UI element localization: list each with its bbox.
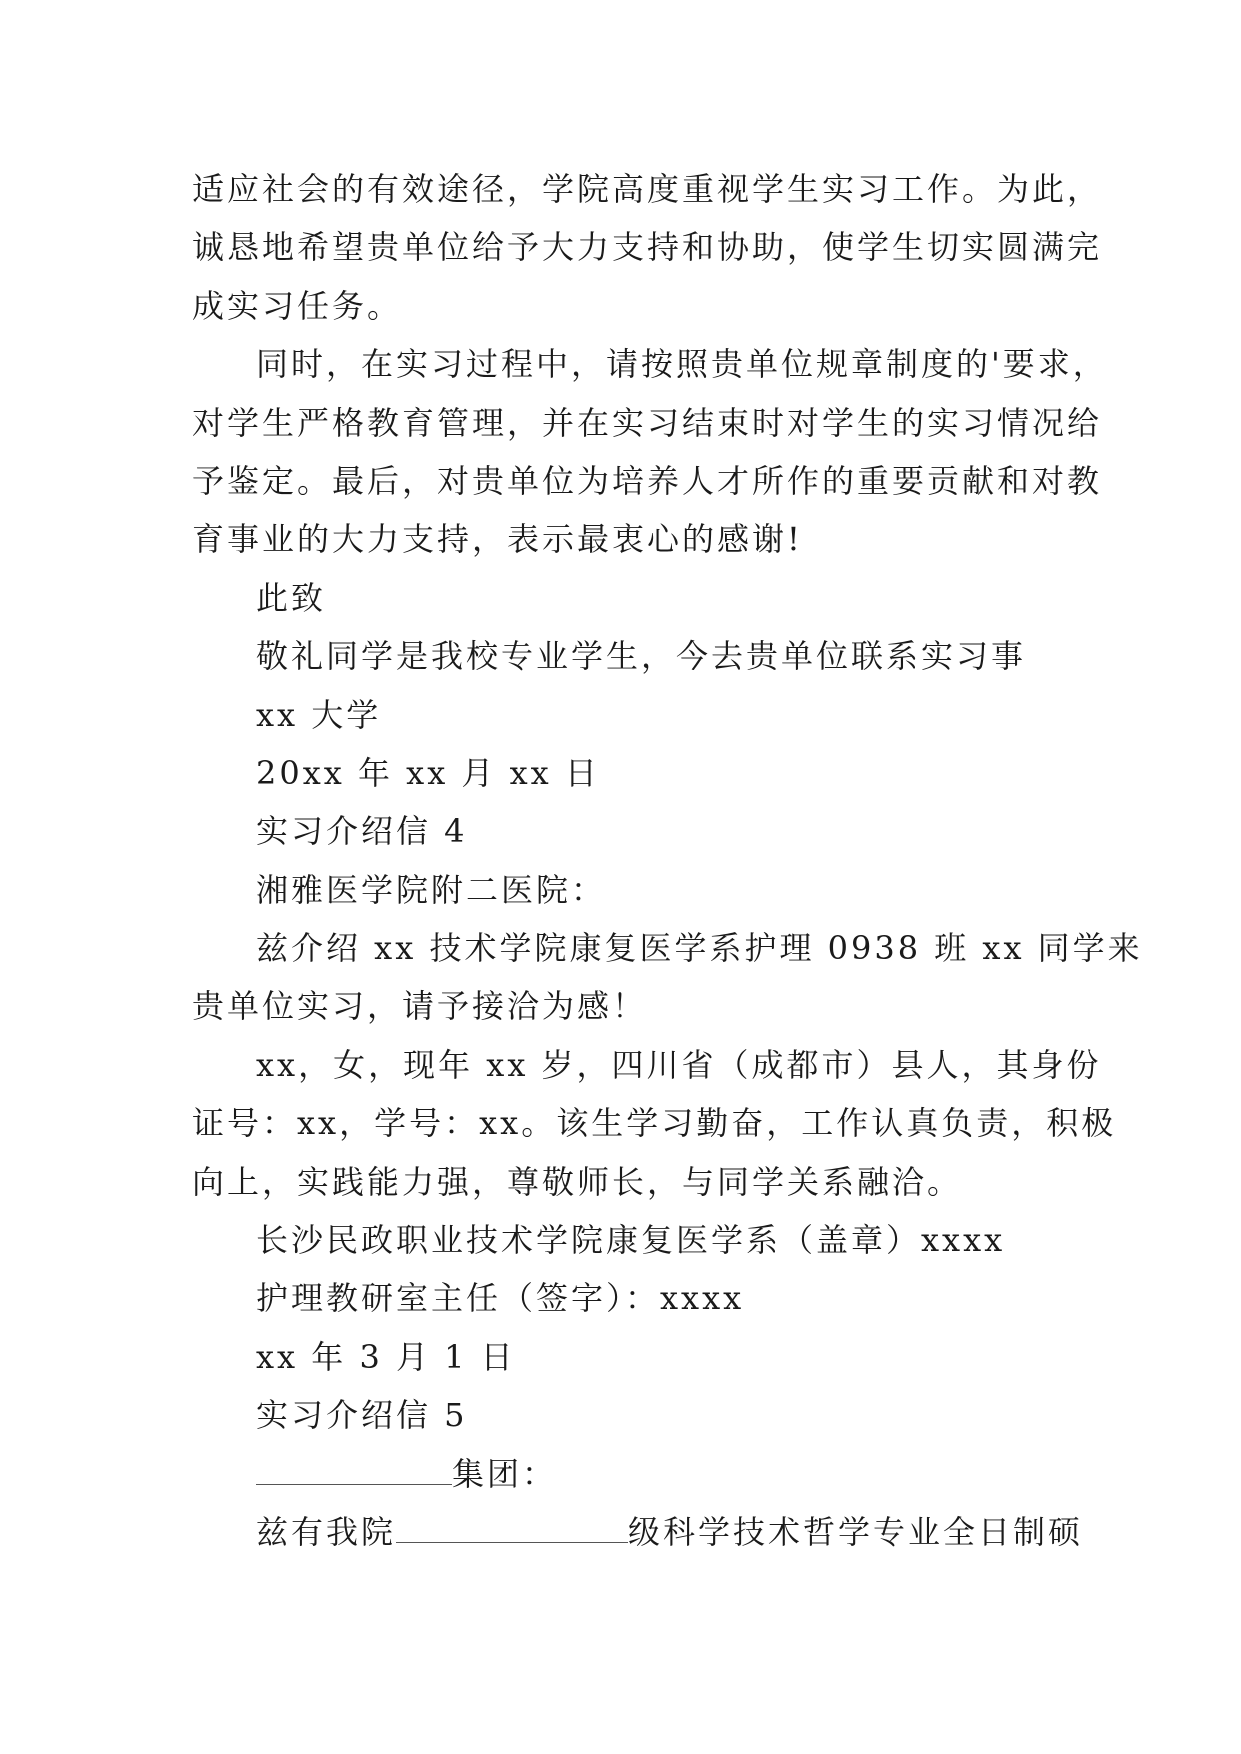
paragraph-start-line: 同时，在实习过程中，请按照贵单位规章制度的'要求， (256, 345, 1108, 384)
text-line: 向上，实践能力强，尊敬师长，与同学关系融洽。 (192, 1162, 963, 1201)
line-suffix: 级科学技术哲学专业全日制硕 (628, 1512, 1084, 1551)
text-line: 适应社会的有效途径，学院高度重视学生实习工作。为此， (192, 170, 1103, 208)
text-line: 对学生严格教育管理，并在实习结束时对学生的实习情况给 (192, 403, 1103, 442)
text-line: 予鉴定。最后，对贵单位为培养人才所作的重要贡献和对教 (192, 461, 1103, 500)
signature-university: xx 大学 (256, 695, 382, 734)
text-line: 诚恳地希望贵单位给予大力支持和协助，使学生切实圆满完 (192, 228, 1103, 267)
paragraph-start-line: 兹介绍 xx 技术学院康复医学系护理 0938 班 xx 同学来 (256, 929, 1143, 968)
text-line: 育事业的大力支持，表示最衷心的感谢! (192, 520, 803, 559)
text-line: 成实习任务。 (192, 286, 403, 325)
signature-date: 20xx 年 xx 月 xx 日 (256, 753, 600, 792)
section-heading: 实习介绍信 5 (256, 1396, 468, 1435)
text-line: 贵单位实习，请予接洽为感！ (192, 987, 648, 1026)
section-heading: 实习介绍信 4 (256, 812, 468, 851)
issue-date: xx 年 3 月 1 日 (256, 1337, 516, 1376)
recipient-suffix: 集团： (452, 1454, 558, 1493)
text-line: 敬礼同学是我校专业学生，今去贵单位联系实习事 (256, 637, 1027, 676)
fill-in-blank (396, 1512, 628, 1543)
paragraph-start-line (192, 1503, 1084, 1561)
fill-in-blank (256, 1454, 452, 1485)
line-prefix: 兹有我院 (256, 1512, 397, 1551)
closing-salutation: 此致 (256, 578, 327, 617)
text-line: 证号：xx，学号：xx。该生学习勤奋，工作认真负责，积极 (192, 1104, 1117, 1143)
document-body (192, 160, 1143, 1561)
recipient-line: 湘雅医学院附二医院： (256, 870, 607, 909)
issuer-line: 长沙民政职业技术学院康复医学系（盖章）xxxx (256, 1221, 1006, 1260)
signer-line: 护理教研室主任（签字）：xxxx (256, 1279, 745, 1318)
recipient-line-blank (192, 1445, 1052, 1503)
paragraph-start-line: xx，女，现年 xx 岁，四川省（成都市）县人，其身份 (256, 1045, 1102, 1084)
